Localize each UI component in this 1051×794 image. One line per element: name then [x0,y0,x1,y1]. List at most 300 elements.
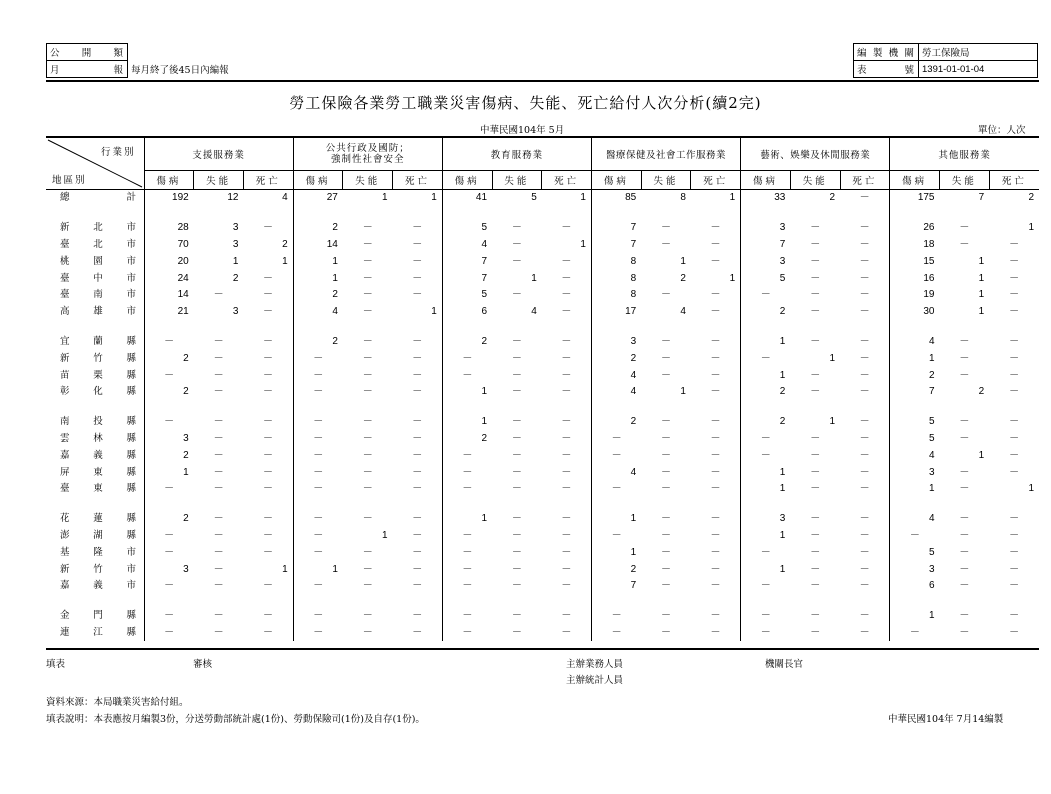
spacer-cell [293,321,343,334]
value-cell: － [810,563,821,575]
value-cell: 1 [890,350,940,367]
value-cell: － [511,546,522,558]
spacer-cell [393,207,443,220]
value-cell: － [1009,610,1020,622]
value-cell: 20 [144,253,194,270]
value-cell: 1 [978,255,985,267]
value-cell: － [561,335,572,347]
value-cell: － [561,369,572,381]
value-cell: － [661,610,672,622]
value-cell: 1 [591,544,641,561]
value-cell: 4 [890,334,940,351]
value-cell: － [810,449,821,461]
value-cell: － [213,529,224,541]
table-row [46,544,1039,561]
value-cell: － [561,529,572,541]
value-cell: 27 [293,190,343,207]
value-cell: － [213,466,224,478]
value-cell: － [1009,580,1020,592]
value-cell: － [362,255,373,267]
spacer-cell [343,595,393,608]
region-name: 新竹縣 [60,352,136,364]
value-cell: － [293,511,343,528]
value-cell: 1 [829,352,836,364]
spacer-cell [492,207,542,220]
value-cell: － [810,432,821,444]
value-cell: － [959,513,970,525]
value-cell: 1 [442,414,492,431]
value-cell: 28 [144,220,194,237]
value-cell: － [959,222,970,234]
spacer-cell [243,498,293,511]
value-cell: － [263,272,274,284]
value-cell: 4 [282,192,288,204]
value-cell: 8 [591,253,641,270]
value-cell: － [561,352,572,364]
industry-header: 教育服務業 [442,137,591,171]
value-cell: － [442,578,492,595]
value-cell: 1 [531,272,537,284]
value-cell: 2 [293,287,343,304]
value-cell: 4 [591,384,641,401]
value-cell: 15 [890,253,940,270]
spacer-row [46,321,1039,334]
value-cell: 1 [442,511,492,528]
value-cell: － [293,528,343,545]
region-name: 澎湖縣 [60,529,136,541]
value-cell: 7 [978,192,985,204]
spacer-cell [591,207,641,220]
spacer-cell [790,207,840,220]
value-cell: － [1009,272,1020,284]
value-cell: － [412,255,423,267]
value-cell: － [710,546,721,558]
value-cell: － [511,238,522,250]
value-cell: － [511,483,522,495]
region-label [46,511,144,528]
value-cell: 3 [232,222,239,234]
value-cell: 3 [591,334,641,351]
value-cell: － [741,578,791,595]
value-cell: － [561,580,572,592]
value-cell: 1 [978,272,985,284]
spacer-cell [890,207,940,220]
value-cell: － [561,255,572,267]
value-cell: 1 [580,192,586,204]
spacer-cell [293,595,343,608]
spacer-cell [243,321,293,334]
value-cell: － [859,289,870,301]
value-cell: 5 [741,270,791,287]
value-cell: － [710,386,721,398]
sub-header: 傷病 [890,171,940,190]
region-label [46,220,144,237]
value-cell: － [810,546,821,558]
value-cell: － [1009,352,1020,364]
value-cell: － [810,255,821,267]
sub-header: 傷病 [442,171,492,190]
value-cell: － [362,626,373,638]
spacer-cell [790,498,840,511]
value-cell: 175 [890,190,940,207]
value-cell: 2 [1028,192,1034,204]
spacer-cell [46,498,144,511]
value-cell: 14 [293,237,343,254]
value-cell: － [263,222,274,234]
spacer-cell [691,595,741,608]
value-cell: － [859,610,870,622]
region-name: 彰化縣 [60,386,136,398]
value-cell: － [412,449,423,461]
value-cell: 1 [741,561,791,578]
region-label [46,384,144,401]
table-row [46,578,1039,595]
header-value-frequency: 每月終了後45日內編報 [128,61,851,78]
value-cell: － [561,466,572,478]
value-cell: － [561,483,572,495]
value-cell: － [412,626,423,638]
sub-header: 死亡 [243,171,293,190]
value-cell: 2 [829,192,836,204]
value-cell: 2 [978,386,985,398]
table-row [46,367,1039,384]
spacer-cell [940,595,990,608]
value-cell: － [442,447,492,464]
value-cell: － [263,335,274,347]
value-cell: 2 [680,272,686,284]
value-cell: － [412,483,423,495]
value-cell: － [859,626,870,638]
region-label [46,253,144,270]
value-cell: － [362,238,373,250]
value-cell: 2 [144,447,194,464]
value-cell: － [561,449,572,461]
spacer-cell [790,321,840,334]
value-cell: 1 [293,561,343,578]
value-cell: 7 [591,237,641,254]
value-cell: － [362,563,373,575]
value-cell: － [561,306,572,318]
value-cell: － [511,432,522,444]
region-label [46,431,144,448]
value-cell: － [710,238,721,250]
spacer-cell [343,498,393,511]
signature-stats-head: 主辦統計人員 [566,675,624,686]
value-cell: － [561,386,572,398]
header-divider [46,80,1039,82]
value-cell: 1 [293,270,343,287]
value-cell: － [741,350,791,367]
region-label [46,304,144,321]
value-cell: － [412,386,423,398]
header-label-frequency: 月報 [47,61,128,78]
spacer-row [46,498,1039,511]
spacer-row [46,595,1039,608]
value-cell: － [442,367,492,384]
region-label [46,367,144,384]
spacer-cell [989,595,1039,608]
header-label-category: 公開類 [47,44,128,61]
region-name: 高雄市 [60,306,136,318]
value-cell: － [810,580,821,592]
value-cell: － [810,335,821,347]
value-cell: 12 [227,192,239,204]
value-cell: 21 [144,304,194,321]
value-cell: － [511,386,522,398]
spacer-cell [46,401,144,414]
spacer-cell [144,401,194,414]
value-cell: － [293,447,343,464]
spacer-cell [890,321,940,334]
value-cell: － [213,416,224,428]
table-row [46,350,1039,367]
value-cell: 7 [591,578,641,595]
value-cell: 8 [591,270,641,287]
table-corner-header [46,137,144,190]
spacer-cell [194,498,244,511]
value-cell: 3 [144,431,194,448]
value-cell: － [293,367,343,384]
spacer-row [46,401,1039,414]
value-cell: － [561,546,572,558]
value-cell: － [412,610,423,622]
value-cell: － [263,306,274,318]
value-cell: － [1009,238,1020,250]
value-cell: － [213,610,224,622]
region-name: 南投縣 [60,416,136,428]
value-cell: － [741,431,791,448]
corner-label-region: 地區別 [52,175,87,186]
value-cell: 1 [680,386,686,398]
note-source: 資料來源：本局職業災害給付組。 [46,697,189,708]
value-cell: － [442,464,492,481]
table-row [46,414,1039,431]
value-cell: － [511,610,522,622]
value-cell: － [511,626,522,638]
value-cell: － [511,449,522,461]
value-cell: － [741,447,791,464]
value-cell: － [661,449,672,461]
industry-header: 藝術、娛樂及休閒服務業 [741,137,890,171]
sub-header: 失能 [343,171,393,190]
value-cell: － [511,289,522,301]
value-cell: － [511,416,522,428]
value-cell: － [293,350,343,367]
value-cell: 1 [144,464,194,481]
value-cell: 85 [591,190,641,207]
value-cell: － [859,513,870,525]
value-cell: 3 [890,464,940,481]
spacer-cell [741,321,791,334]
value-cell: － [710,369,721,381]
value-cell: 16 [890,270,940,287]
value-cell: － [213,580,224,592]
spacer-cell [144,498,194,511]
value-cell: － [710,335,721,347]
value-cell: － [362,289,373,301]
value-cell: － [263,580,274,592]
value-cell: － [213,369,224,381]
value-cell: － [144,528,194,545]
value-cell: 3 [741,253,791,270]
region-label [46,287,144,304]
spacer-cell [293,498,343,511]
spacer-cell [641,207,691,220]
spacer-cell [691,498,741,511]
signature-filler: 填表 [46,659,66,670]
table-row [46,608,1039,625]
value-cell: － [710,416,721,428]
value-cell: 4 [591,367,641,384]
value-cell: 41 [442,190,492,207]
header-value-agency: 勞工保險局 [919,44,1038,61]
value-cell: － [362,306,373,318]
value-cell: － [661,335,672,347]
value-cell: 2 [890,367,940,384]
region-label [46,447,144,464]
value-cell: － [511,580,522,592]
spacer-cell [641,401,691,414]
value-cell: － [362,335,373,347]
value-cell: － [561,272,572,284]
value-cell: － [1009,546,1020,558]
spacer-cell [641,595,691,608]
sub-header: 失能 [194,171,244,190]
value-cell: － [144,414,194,431]
region-label [46,334,144,351]
spacer-cell [442,207,492,220]
value-cell: － [511,222,522,234]
value-cell: － [412,432,423,444]
spacer-cell [691,401,741,414]
spacer-cell [46,207,144,220]
value-cell: － [511,529,522,541]
value-cell: － [710,466,721,478]
value-cell: － [263,626,274,638]
value-cell: － [213,432,224,444]
spacer-cell [442,401,492,414]
value-cell: － [263,610,274,622]
value-cell: － [412,352,423,364]
signature-agency-head: 機關長官 [765,659,804,670]
spacer-cell [243,595,293,608]
value-cell: － [661,483,672,495]
header-value-category [128,44,851,61]
spacer-cell [492,595,542,608]
value-cell: － [213,289,224,301]
value-cell: － [810,529,821,541]
value-cell: 2 [741,384,791,401]
value-cell: 3 [232,238,239,250]
region-label [46,414,144,431]
sub-header: 傷病 [293,171,343,190]
table-bottom-border [46,648,1039,650]
value-cell: － [1009,386,1020,398]
value-cell: － [263,449,274,461]
value-cell: － [710,563,721,575]
value-cell: － [661,222,672,234]
spacer-cell [840,401,890,414]
spacer-cell [492,498,542,511]
region-name: 臺北市 [60,238,136,250]
spacer-cell [989,401,1039,414]
value-cell: 7 [442,253,492,270]
value-cell: － [442,544,492,561]
value-cell: 3 [144,561,194,578]
sub-header: 死亡 [691,171,741,190]
value-cell: 1 [741,528,791,545]
spacer-cell [890,401,940,414]
spacer-cell [591,321,641,334]
value-cell: － [412,335,423,347]
value-cell: 14 [144,287,194,304]
value-cell: － [293,481,343,498]
table-row [46,464,1039,481]
value-cell: － [213,352,224,364]
value-cell: － [442,608,492,625]
spacer-cell [840,595,890,608]
value-cell: － [263,432,274,444]
value-cell: － [362,449,373,461]
value-cell: － [1009,466,1020,478]
value-cell: － [1009,529,1020,541]
value-cell: 8 [591,287,641,304]
value-cell: 4 [890,511,940,528]
region-name: 嘉義市 [60,580,136,592]
spacer-cell [343,321,393,334]
value-cell: 2 [282,238,288,250]
region-label [46,481,144,498]
value-cell: 2 [442,334,492,351]
value-cell: － [362,222,373,234]
value-cell: － [810,626,821,638]
sub-header: 傷病 [741,171,791,190]
spacer-row [46,207,1039,220]
value-cell: 1 [442,384,492,401]
value-cell: － [561,513,572,525]
value-cell: － [710,289,721,301]
value-cell: 1 [741,367,791,384]
value-cell: － [661,563,672,575]
value-cell: － [293,384,343,401]
sub-header: 死亡 [542,171,592,190]
value-cell: 18 [890,237,940,254]
region-name: 臺中市 [60,272,136,284]
value-cell: 24 [144,270,194,287]
value-cell: － [561,610,572,622]
spacer-cell [840,207,890,220]
value-cell: － [213,626,224,638]
value-cell: － [959,238,970,250]
spacer-cell [442,321,492,334]
value-cell: 6 [442,304,492,321]
value-cell: － [810,483,821,495]
value-cell: － [213,513,224,525]
spacer-cell [591,595,641,608]
value-cell: － [263,386,274,398]
value-cell: － [959,335,970,347]
value-cell: － [810,369,821,381]
region-label [46,544,144,561]
value-cell: － [661,580,672,592]
spacer-cell [393,595,443,608]
spacer-cell [940,498,990,511]
value-cell: 5 [531,192,537,204]
value-cell: － [591,431,641,448]
value-cell: 1 [591,511,641,528]
spacer-cell [492,321,542,334]
value-cell: 1 [978,289,985,301]
